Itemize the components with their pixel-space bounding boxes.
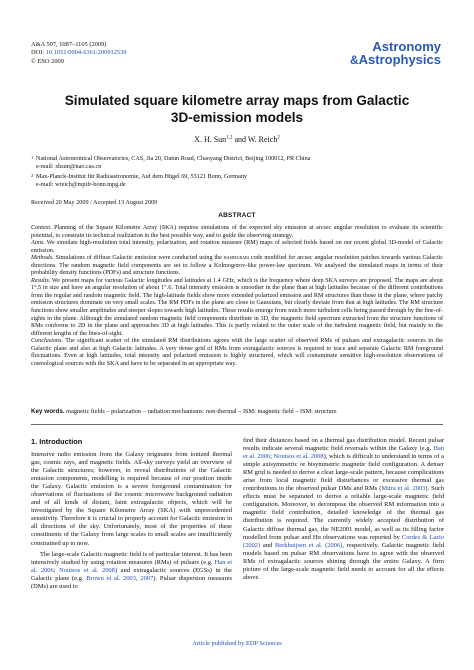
intro-paragraph-1: Intensive radio emission from the Galaxy originates from ionized thermal gas, cosmic rays, and magnetic fields. All-sky surveys yield an overview of the Galactic structures; however, to reveal distributions of the Galactic emission components, modelling is required because of our position inside the Galaxy. Galactic emission is a severe foreground contamination for observations of fluctuations of the cosmic microwave background radiation and of all kinds of distant, faint extragalactic objects, which will be investigated by the Square Kilometre Array (SKA) with unprecedented sensitivity. Therefore it is crucial to properly account for Galactic emission in all directions of the sky. Unfortunately, most of the properties of these constituents of the Galaxy from large scales to small scales are insufficiently constrained up to now. [31,451,232,547]
journal-logo-line2-text: Astrophysics [358,52,441,67]
abstract-conclusions [31,338,443,368]
affiliation-address: National Astronomical Observatories, CAS, Jia 20, Datun Road, Chaoyang District, Beijing 100012, PR China [36,155,311,162]
citation-link[interactable]: Cordes & Lazio (2002) [243,533,445,549]
abstract-methods-label: Methods. [31,255,54,262]
citation-link[interactable]: 2007 [140,574,154,582]
doi-line [31,49,127,57]
affiliation-email: e-mail: xhsun@nao.cas.cn [36,162,102,170]
abstract-methods-text-b: code modified for arcsec angular resolution patches towards various Galactic directions. The random magnetic field components are set to follow a Kolmogorov-like power-law spectrum. We analysed the simulated maps in terms of their probability density functions (PDFs) and structure functions. [31,255,443,277]
abstract-results-text: We present maps for various Galactic longitudes and latitudes at 1.4 GHz, which is the frequency where deep SKA surveys are proposed. The maps are about 1°.5 in size and have an angular resolution of about 1″.6. Total intensity emission is smoother in the plane than at high latitudes because of the different contributions from the regular and random magnetic field. The high-latitude fields show more extended polarized emission and RM structures than those in the plane, where patchy emission structures dominate on very small scales. The RM PDFs in the plane are close to Gaussians, but clearly deviate from that at high latitudes. The RM structure functions show smaller amplitudes and steeper slopes towards high latitudes. These results emerge from much more turbulent cells being passed through by the line-of-sights in the plane. Although the simulated random magnetic field components distribute in 3D, the magnetic field spectrum extracted from the structure functions of RMs conforms to 2D in the plane and approaches 3D at high latitudes. This is partly related to the outer scale of the turbulent magnetic field, but mainly to the different lengths of the lines-of-sight. [31,277,443,337]
citation-link[interactable]: Berkhuijsen et al. (2006) [274,541,343,549]
abstract-methods [31,255,443,278]
abstract-aims [31,240,443,255]
affiliation-number: 2 [31,173,34,178]
abstract-aims-text: We simulate high-resolution total intensity, polarization, and rotation measure (RM) maps of selected fields based on our recent global 3D-model of Galactic emission. [31,240,443,254]
title-line1: Simulated square kilometre array maps from Galactic [64,93,410,108]
abstract-results-label: Results. [31,277,51,284]
citation-link[interactable]: Brown et al. 2003 [86,574,136,582]
abstract-aims-label: Aims. [31,240,45,247]
abstract-results [31,278,443,338]
citation-header [31,41,127,66]
author-1: X. H. Sun [194,135,227,144]
text-segment: and [260,541,275,549]
intro-paragraph-2 [31,551,232,591]
affiliation-2 [31,173,436,189]
authors [30,135,444,144]
abstract-methods-text-a: Simulations of diffuse Galactic emission were conducted using the [55,255,222,262]
journal-logo [331,40,441,67]
title-line2: 3D-emission models [170,110,304,125]
section-heading-introduction: 1. Introduction [31,437,83,446]
keywords-label: Key words. [31,408,65,415]
column-left [31,437,232,591]
journal-logo-amp: & [349,53,359,67]
paper-title [30,92,444,126]
citation-link[interactable]: Han et al. 2006 [243,445,445,461]
abstract-conclusions-text: The significant scatter of the simulated RM distributions agrees with the large scatter of observed RMs of pulsars and extragalactic sources in the Galactic plane and also at high Galactic latitudes. A very dense grid of RMs from extragalactic sources is required to trace and separate Galactic RM foreground fluctuations. Even at high latitudes, total intensity and polarized emission is highly structured, which will contaminate sensitive high-resolution observations of cosmological sources with the SKA and have to be separated in an appropriate way. [31,338,443,367]
doi-prefix: DOI: [31,49,46,57]
citation-link[interactable]: Han et al. 2006 [31,558,233,574]
doi-link[interactable]: 10.1051/0004-6361/200912539 [45,49,127,57]
text-segment: ). Such effects must be separated to derive a reliable large-scale magnetic field configuration. Moreover, to decompose the observed RM information into a magnetic field contribution, detailed knowledge of the thermal gas distribution is required. The currently widely accepted distribution of Galactic diffuse thermal gas, the NE2001 model, as well as its filling factor modelled from pulsar and Hα observations was reported by [243,485,444,541]
abstract [31,225,443,368]
text-segment: , [136,574,141,582]
abstract-heading: ABSTRACT [218,212,256,219]
intro-paragraph-2-continued [243,437,444,582]
text-segment: ; [270,453,274,461]
author-1-affil: 1,2 [226,135,233,141]
text-segment: ). Pulsar dispersion measures (DMs) are used to [31,574,232,590]
journal-logo-line2 [331,53,441,67]
keywords-text: magnetic fields – polarization – radiation mechanisms: non-thermal – ISM: magnetic field – ISM: structure [66,408,337,415]
journal-logo-line1: Astronomy [372,39,441,54]
authors-and: and [232,135,248,144]
text-segment: ; [53,566,60,574]
text-segment: , respectively. Galactic magnetic field models based on pulsar RM observations have to agree with the observed RMs of extragalactic sources shining through the entire Galaxy. A firm picture of the large-scale magnetic field needs to account for all the effects above. [243,541,444,581]
citation-link[interactable]: Mitra et al. 2003 [381,485,426,493]
received-dates: Received 20 May 2009 / Accepted 13 August 2009 [31,199,158,206]
affiliation-1 [31,155,436,171]
abstract-context [31,225,443,240]
abstract-methods-code: hammurabi [223,255,250,262]
affiliation-address: Max-Planck-Institut für Radioastronomie, Auf dem Hügel 69, 53121 Bonn, Germany [36,173,248,180]
affiliation-email: e-mail: wreich@mpifr-bonn.mpg.de [36,180,126,188]
citation-link[interactable]: Noutsos et al. 2008 [273,453,324,461]
abstract-conclusions-label: Conclusions. [31,338,63,345]
text-segment: find their distances based on a thermal gas distribution model. Recent pulsar results indicate several magnetic field reversals within the Galaxy (e.g. [243,437,444,453]
section-divider [31,424,443,425]
citation-link[interactable]: Noutsos et al. 2008 [59,566,115,574]
abstract-context-text: Planning of the Square Kilometre Array (SKA) requires simulations of the expected sky emission at arcsec angular resolution to evaluate its scientific potential, to constrain its technical realization in the best possible way, and to guide the observing strategy. [31,225,443,239]
affiliation-number: 1 [31,155,34,160]
column-right [243,437,444,582]
author-2-affil: 2 [277,135,280,141]
abstract-context-label: Context. [31,225,52,231]
citation-line: A&A 507, 1087–1105 (2009) [31,41,107,48]
publisher-footer[interactable]: Article published by EDP Sciences [192,640,282,647]
text-segment: ) and extragalactic sources (EGSs) in the Galactic plane (e.g. [31,566,232,582]
text-segment: The large-scale Galactic magnetic field is of particular interest. It has been intensively studied by using rotation measures (RMs) of pulsars (e.g. [31,550,232,566]
text-segment: ), which is difficult to understand in terms of a simple axisymmetric or bisymmetric magnetic field configuration. A denser RM grid is needed to derive a clear large-scale pattern, because complications arise from local magnetic field disturbances or excessive thermal gas contributions to the observed pulsar DMs and RMs ( [243,453,444,493]
author-2: W. Reich [247,135,278,144]
keywords [31,408,443,416]
copyright-line: © ESO 2009 [31,57,64,65]
